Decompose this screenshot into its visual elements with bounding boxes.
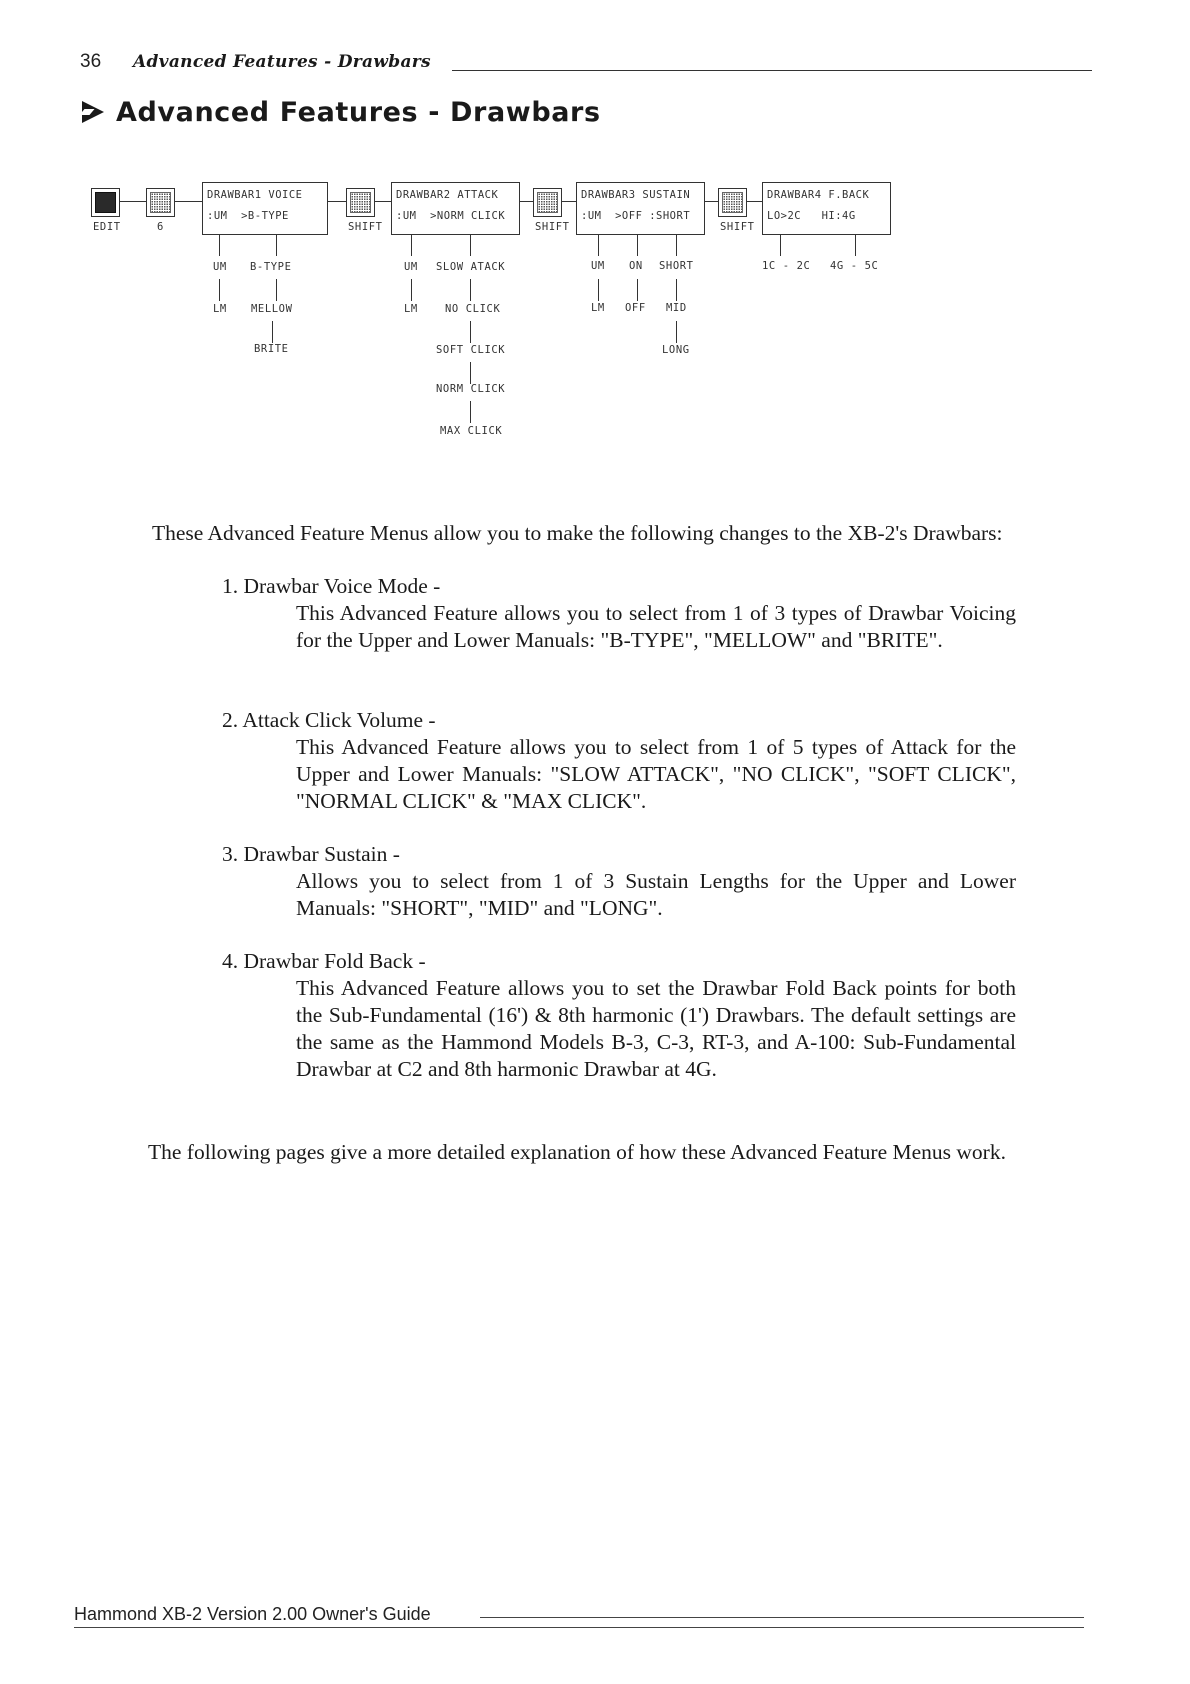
sustain-option-on: ON [629,260,643,272]
edit-button-icon [91,188,120,217]
lcd-line-1: DRAWBAR3 SUSTAIN [581,189,691,201]
lcd-display-sustain [576,182,705,235]
tree-line [598,234,599,256]
page-heading: Advanced Features - Drawbars [116,97,601,128]
list-item-text: This Advanced Feature allows you to set the Drawbar Fold Back points for both the Sub-Fundamental (16') & 8th harmonic (1') Drawbars. The default settings are the same as the Hammond Models B-3, C-3, RT-3, and A-100: Sub-Fundamental Drawbar at C2 and 8th harmonic Drawbar at 4G. [296,976,1016,1081]
intro-paragraph: These Advanced Feature Menus allow you to make the following changes to the XB-2's Drawbars: [152,521,1003,545]
lcd-display-voice [202,182,328,235]
tree-line [676,234,677,256]
lcd-line-1: DRAWBAR2 ATTACK [396,189,499,201]
list-item-title: 1. Drawbar Voice Mode - [222,574,441,598]
tree-line [637,279,638,301]
lcd-line-2: LO>2C HI:4G [767,210,856,222]
tree-line [676,279,677,301]
voice-option-um: UM [213,261,227,273]
voice-option-brite: BRITE [254,343,289,355]
edit-button-label: EDIT [93,221,121,233]
tree-line [598,279,599,301]
tree-line [276,279,277,301]
number-6-button-icon [146,188,175,217]
lcd-display-attack [391,182,520,235]
tree-line [780,234,781,256]
tree-line [855,234,856,256]
lcd-line-2: :UM >NORM CLICK [396,210,506,222]
list-item-title: 3. Drawbar Sustain - [222,842,400,866]
tree-line [276,234,277,256]
tree-line [470,234,471,256]
drawbar-menu-diagram [0,0,1190,460]
sustain-option-um: UM [591,260,605,272]
outro-paragraph: The following pages give a more detailed explanation of how these Advanced Feature Menus work. [148,1140,1006,1164]
shift-button-icon [533,188,562,217]
tree-line [470,279,471,301]
sustain-option-lm: LM [591,302,605,314]
sustain-option-short: SHORT [659,260,694,272]
attack-option-slow: SLOW ATACK [436,261,506,273]
number-6-button-label: 6 [157,221,164,233]
tree-line [676,321,677,343]
tree-line [272,321,273,343]
list-item-text: This Advanced Feature allows you to select from 1 of 5 types of Attack for the Upper and Lower Manuals: "SLOW ATTACK", "NO CLICK", "SOFT CLICK", "NORMAL CLICK" & "MAX CLICK". [296,735,1016,813]
shift-button-label: SHIFT [348,221,383,233]
lcd-line-2: :UM >OFF :SHORT [581,210,691,222]
lcd-line-2: :UM >B-TYPE [207,210,289,222]
tree-line [470,401,471,423]
connector-line [747,201,762,202]
voice-option-lm: LM [213,303,227,315]
sustain-option-long: LONG [662,344,690,356]
sustain-option-off: OFF [625,302,646,314]
foldback-option-hi: 4G - 5C [830,260,879,272]
shift-button-label: SHIFT [720,221,755,233]
attack-option-no-click: NO CLICK [445,303,501,315]
lcd-display-foldback [762,182,891,235]
connector-line [704,201,718,202]
tree-line [470,362,471,384]
lcd-line-1: DRAWBAR1 VOICE [207,189,303,201]
connector-line [327,201,346,202]
attack-option-lm: LM [404,303,418,315]
page-number: 36 [80,51,102,72]
shift-button-label: SHIFT [535,221,570,233]
running-title: Advanced Features - Drawbars [133,52,431,72]
list-item-title: 2. Attack Click Volume - [222,708,436,732]
foldback-option-lo: 1C - 2C [762,260,811,272]
connector-line [562,201,576,202]
list-item-text: Allows you to select from 1 of 3 Sustain Lengths for the Upper and Lower Manuals: "SHORT", "MID" and "LONG". [296,869,1016,920]
shift-button-icon [346,188,375,217]
list-item-title: 4. Drawbar Fold Back - [222,949,426,973]
attack-option-soft-click: SOFT CLICK [436,344,506,356]
attack-option-max-click: MAX CLICK [440,425,503,437]
tree-line [411,234,412,256]
tree-line [411,279,412,301]
connector-line [375,201,391,202]
attack-option-norm-click: NORM CLICK [436,383,506,395]
tree-line [637,234,638,256]
footer-rule [74,1627,1084,1628]
footer-title: Hammond XB-2 Version 2.00 Owner's Guide [74,1604,431,1624]
voice-option-btype: B-TYPE [250,261,292,273]
connector-line [120,201,146,202]
footer-rule [480,1617,1084,1618]
tree-line [219,234,220,256]
connector-line [519,201,533,202]
tree-line [470,321,471,343]
sustain-option-mid: MID [666,302,687,314]
voice-option-mellow: MELLOW [251,303,293,315]
lcd-line-1: DRAWBAR4 F.BACK [767,189,870,201]
list-item-text: This Advanced Feature allows you to select from 1 of 3 types of Drawbar Voicing for the Upper and Lower Manuals: "B-TYPE", "MELLOW" and "BRITE". [296,601,1016,652]
attack-option-um: UM [404,261,418,273]
connector-line [175,201,202,202]
shift-button-icon [718,188,747,217]
tree-line [219,279,220,301]
